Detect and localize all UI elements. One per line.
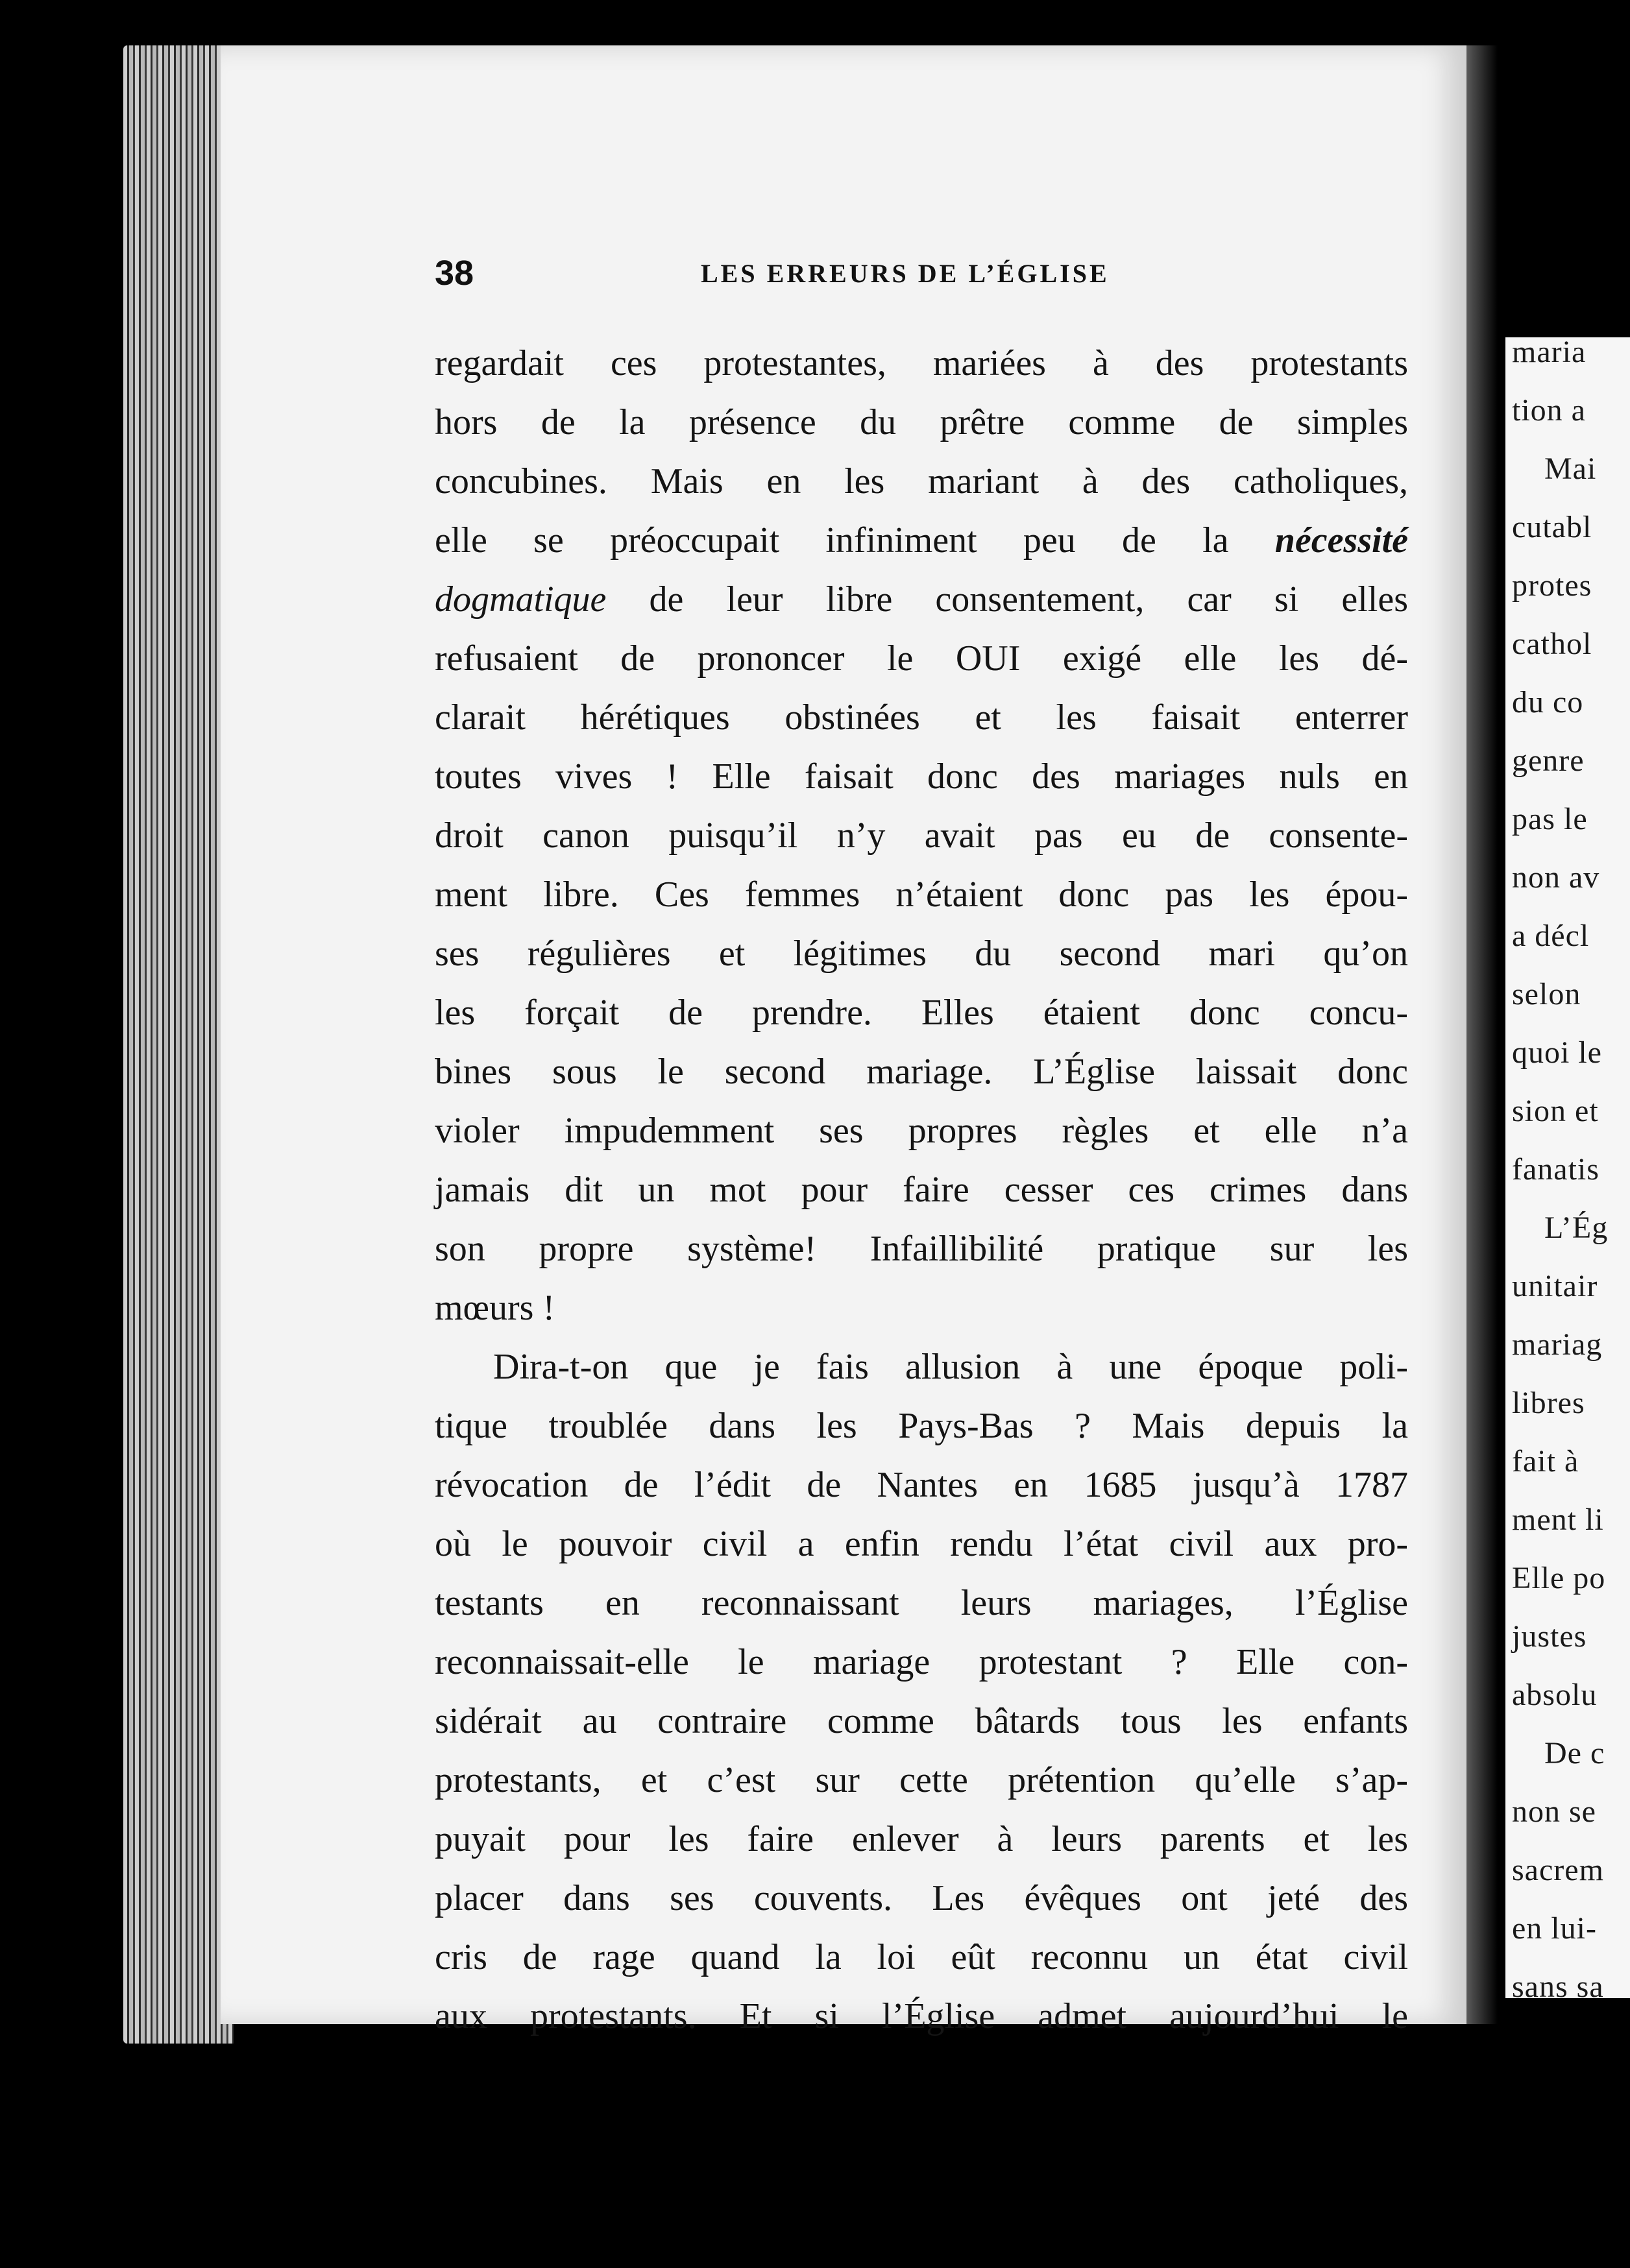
facing-page-line: selon [1512, 977, 1581, 1011]
text-line: refusaient de prononcer le OUI exigé elle les dé- [435, 638, 1408, 679]
text-line: testants en reconnaissant leurs mariages, l’Église [435, 1583, 1408, 1623]
facing-page-line: Elle po [1512, 1561, 1606, 1595]
facing-page-line: libres [1512, 1386, 1585, 1420]
text-fragment: de leur libre consentement, car si elles [649, 579, 1409, 620]
facing-page-line: protes [1512, 568, 1592, 603]
text-line: toutes vives ! Elle faisait donc des mariages nuls en [435, 756, 1408, 797]
text-line: cris de rage quand la loi eût reconnu un état civil [435, 1937, 1408, 1977]
text-line: puyait pour les faire enlever à leurs parents et les [435, 1819, 1408, 1859]
running-title: LES ERREURS DE L’ÉGLISE [701, 259, 1110, 288]
facing-page-line: absolu [1512, 1678, 1598, 1712]
text-line: où le pouvoir civil a enfin rendu l’état civil aux pro- [435, 1524, 1408, 1564]
facing-page-line: ment li [1512, 1502, 1604, 1537]
facing-page-line: non av [1512, 860, 1600, 895]
text-line: concubines. Mais en les mariant à des catholiques, [435, 461, 1408, 501]
page-number: 38 [435, 254, 474, 293]
text-line: mœurs ! [435, 1288, 555, 1328]
text-line: son propre système! Infaillibilité pratique sur les [435, 1229, 1408, 1269]
facing-page-line: justes [1512, 1619, 1587, 1654]
facing-page-line: mariag [1512, 1327, 1603, 1362]
text-line: violer impudemment ses propres règles et elle n’a [435, 1111, 1408, 1151]
text-line: Dira-t-on que je fais allusion à une époque poli- [493, 1347, 1408, 1387]
text-line: placer dans ses couvents. Les évêques ont jeté des [435, 1878, 1408, 1918]
text-line: les forçait de prendre. Elles étaient donc concu- [435, 993, 1408, 1033]
text-line: ment libre. Ces femmes n’étaient donc pas les épou- [435, 875, 1408, 915]
running-head [435, 253, 1408, 298]
stacked-page-edges [123, 45, 234, 2044]
text-line: sidérait au contraire comme bâtards tous les enfants [435, 1701, 1408, 1741]
facing-page-line: maria [1512, 337, 1587, 369]
text-fragment: elle se préoccupait infiniment peu de la [435, 520, 1229, 561]
text-line: protestants, et c’est sur cette prétention qu’elle s’ap- [435, 1760, 1408, 1800]
facing-page-line: tion a [1512, 393, 1586, 428]
facing-page-fragment [1505, 337, 1630, 1998]
facing-page-line: Mai [1544, 452, 1597, 486]
body-text [435, 334, 1408, 2046]
facing-page-line: non se [1512, 1794, 1596, 1829]
book-gutter [1466, 45, 1505, 2024]
facing-page-line: sans sa [1512, 1970, 1604, 1998]
text-line: tique troublée dans les Pays-Bas ? Mais depuis la [435, 1406, 1408, 1446]
text-line-with-emphasis [435, 511, 1408, 570]
facing-page-line: quoi le [1512, 1035, 1602, 1070]
facing-page-line: sacrem [1512, 1853, 1604, 1887]
facing-page-line: fanatis [1512, 1152, 1600, 1187]
facing-page-line: fait à [1512, 1444, 1579, 1478]
text-line: hors de la présence du prêtre comme de simples [435, 402, 1408, 442]
facing-page-line: sion et [1512, 1094, 1599, 1128]
text-line: reconnaissait-elle le mariage protestant ? Elle con- [435, 1642, 1408, 1682]
text-line: révocation de l’édit de Nantes en 1685 jusqu’à 1787 [435, 1465, 1408, 1505]
text-line: ses régulières et légitimes du second mari qu’on [435, 934, 1408, 974]
facing-page-line: en lui- [1512, 1911, 1597, 1946]
text-line: clarait hérétiques obstinées et les faisait enterrer [435, 697, 1408, 738]
text-line: regardait ces protestantes, mariées à des protestants [435, 343, 1408, 383]
text-line: bines sous le second mariage. L’Église laissait donc [435, 1052, 1408, 1092]
text-line: aux protestants. Et si l’Église admet aujourd’hui le [435, 1996, 1408, 2036]
emphasized-word: dogmatique [435, 579, 607, 620]
facing-page-line: a décl [1512, 919, 1590, 953]
facing-page-line: De c [1544, 1736, 1605, 1770]
emphasized-word: nécessité [1274, 520, 1408, 561]
facing-page-line: pas le [1512, 802, 1588, 836]
facing-page-line: cathol [1512, 627, 1592, 661]
text-line-with-emphasis [435, 570, 1408, 629]
text-line: droit canon puisqu’il n’y avait pas eu de consente- [435, 815, 1408, 856]
facing-page-line: cutabl [1512, 510, 1592, 544]
facing-page-line: du co [1512, 685, 1584, 719]
text-line: jamais dit un mot pour faire cesser ces crimes dans [435, 1170, 1408, 1210]
facing-page-line: unitair [1512, 1269, 1598, 1303]
facing-page-line: genre [1512, 743, 1585, 778]
facing-page-line: L’Ég [1544, 1211, 1609, 1245]
